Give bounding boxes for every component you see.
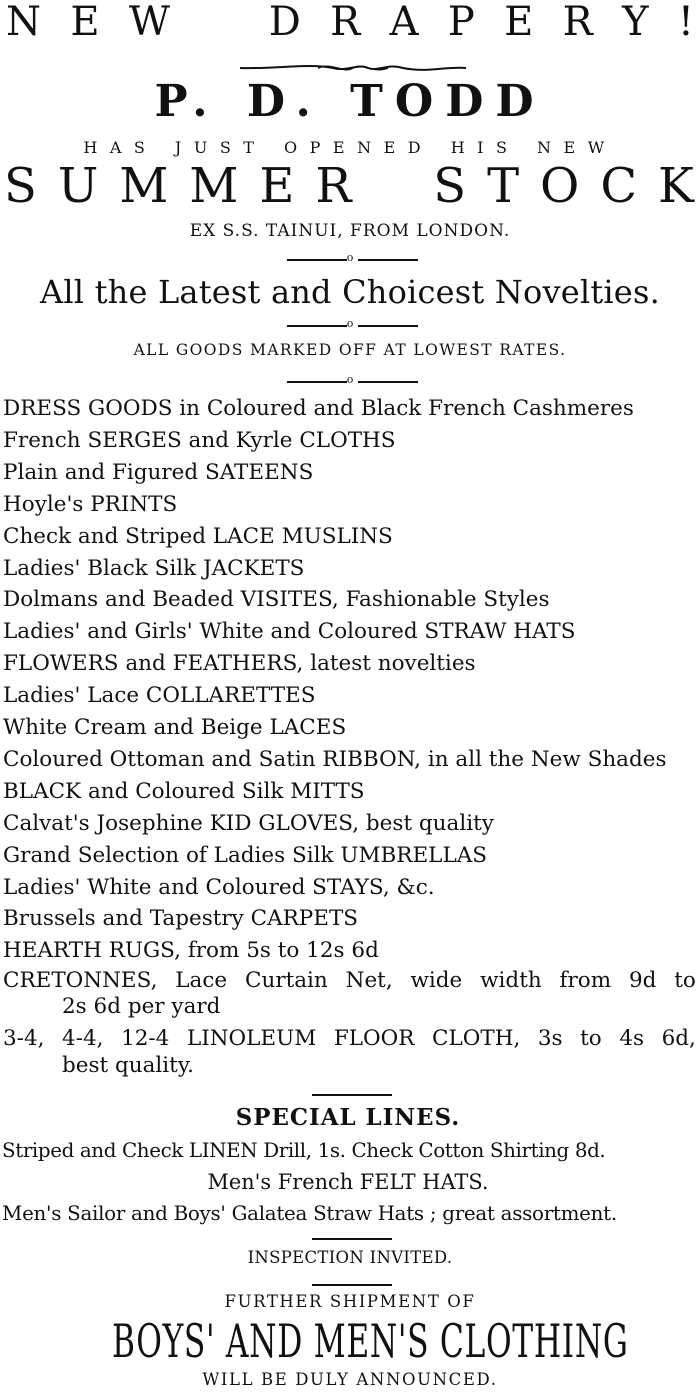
summer-stock-letter: R [315, 158, 352, 214]
word: 3s [537, 1026, 563, 1051]
word: CLOTH, [432, 1026, 521, 1051]
word: CRETONNES, [3, 968, 158, 993]
inspection-invited: INSPECTION INVITED. [247, 1248, 453, 1267]
new-drapery-letter: R [562, 0, 593, 45]
clothing-headline: BOYS' AND MEN'S CLOTHING [112, 1314, 629, 1368]
announced-line: WILL BE DULY ANNOUNCED. [202, 1370, 498, 1389]
list-item: Ladies' Lace COLLARETTES [3, 683, 316, 709]
word: to [674, 968, 696, 993]
summer-stock-letter [372, 162, 412, 210]
list-item: Hoyle's PRINTS [3, 491, 178, 517]
section-rule [312, 1094, 392, 1096]
new-drapery-letter [199, 2, 239, 42]
new-drapery-letter: W [128, 0, 171, 45]
divider-circle-icon: o [346, 317, 354, 330]
list-item: DRESS GOODS in Coloured and Black French Cashmeres [3, 396, 634, 421]
word: 4-4, [62, 1026, 104, 1051]
list-item: Ladies' Black Silk JACKETS [3, 555, 305, 581]
new-drapery-letter: ! [677, 0, 694, 45]
list-item: FLOWERS and FEATHERS, latest novelties [3, 651, 476, 677]
list-item: Ladies' and Girls' White and Coloured STRAW HATS [3, 619, 576, 645]
headline-summer-stock [4, 158, 694, 214]
ornamental-divider [238, 60, 468, 76]
divider-rule [358, 381, 418, 383]
cretonnes-line-1 [3, 970, 696, 992]
proprietor-name: P. D. TODD [154, 76, 546, 127]
list-item: Dolmans and Beaded VISITES, Fashionable Styles [3, 587, 550, 613]
list-item: Grand Selection of Ladies Silk UMBRELLAS [3, 842, 487, 868]
new-drapery-letter: P [447, 0, 475, 45]
special-line-straw-hats: Men's Sailor and Boys' Galatea Straw Hats ; great assortment. [2, 1201, 617, 1225]
list-item: White Cream and Beige LACES [3, 715, 347, 740]
word: 9d [628, 968, 657, 993]
list-item: Plain and Figured SATEENS [3, 459, 314, 485]
linoleum-line-1 [3, 1028, 696, 1050]
summer-stock-letter: K [657, 158, 694, 214]
word: LINOLEUM [186, 1026, 317, 1051]
headline-new-drapery [6, 0, 694, 45]
summer-stock-letter: T [487, 158, 520, 214]
section-rule [312, 1238, 392, 1240]
ship-line: EX S.S. TAINUI, FROM LONDON. [189, 221, 511, 241]
cretonnes-line-2: 2s 6d per yard [62, 994, 221, 1019]
linoleum-line-2: best quality. [62, 1053, 194, 1078]
opened-tagline: HAS JUST OPENED HIS NEW [83, 138, 617, 157]
summer-stock-letter: S [433, 158, 467, 214]
new-drapery-letter: D [268, 0, 301, 45]
word: wide [410, 968, 463, 993]
marked-off-line: ALL GOODS MARKED OFF AT LOWEST RATES. [133, 341, 567, 359]
new-drapery-letter: E [70, 0, 100, 45]
summer-stock-letter: S [4, 158, 37, 214]
summer-stock-letter: M [189, 158, 239, 214]
further-shipment: FURTHER SHIPMENT OF [224, 1292, 476, 1311]
summer-stock-letter: C [600, 158, 638, 214]
word: to [580, 1026, 602, 1051]
word: 12-4 [121, 1026, 170, 1051]
word: from [559, 968, 612, 993]
new-drapery-letter: A [389, 0, 419, 45]
summer-stock-letter: M [119, 158, 169, 214]
list-item: French SERGES and Kyrle CLOTHS [3, 427, 396, 453]
summer-stock-letter: E [259, 158, 295, 214]
word: width [480, 968, 542, 993]
divider-rule [358, 259, 418, 261]
special-line-linen: Striped and Check LINEN Drill, 1s. Check Cotton Shirting 8d. [2, 1138, 606, 1162]
word: Curtain [245, 968, 328, 993]
word: Lace [175, 968, 228, 993]
new-drapery-letter: Y [622, 0, 649, 45]
list-item: BLACK and Coloured Silk MITTS [3, 778, 365, 804]
list-item: Brussels and Tapestry CARPETS [3, 906, 359, 932]
novelties-headline: All the Latest and Choicest Novelties. [40, 273, 660, 311]
summer-stock-letter: U [57, 158, 99, 214]
summer-stock-letter: O [540, 158, 580, 214]
divider-circle-icon: o [346, 373, 354, 386]
new-drapery-letter: E [504, 0, 534, 45]
special-line-felt-hats: Men's French FELT HATS. [207, 1170, 489, 1194]
word: FLOOR [333, 1026, 415, 1051]
word: 6d, [661, 1026, 696, 1051]
divider-circle-icon: o [346, 251, 354, 264]
new-drapery-letter: N [6, 0, 41, 45]
word: Net, [345, 968, 393, 993]
list-item: Calvat's Josephine KID GLOVES, best quality [3, 810, 494, 836]
special-lines-heading: SPECIAL LINES. [235, 1104, 461, 1131]
word: 4s [619, 1026, 645, 1051]
list-item: Check and Striped LACE MUSLINS [3, 523, 393, 549]
divider-rule [358, 325, 418, 327]
new-drapery-letter: R [330, 0, 361, 45]
list-item: HEARTH RUGS, from 5s to 12s 6d [3, 938, 379, 964]
section-rule [312, 1284, 392, 1286]
list-item: Coloured Ottoman and Satin RIBBON, in all the New Shades [3, 746, 667, 772]
list-item: Ladies' White and Coloured STAYS, &c. [3, 874, 435, 900]
word: 3-4, [3, 1026, 45, 1051]
